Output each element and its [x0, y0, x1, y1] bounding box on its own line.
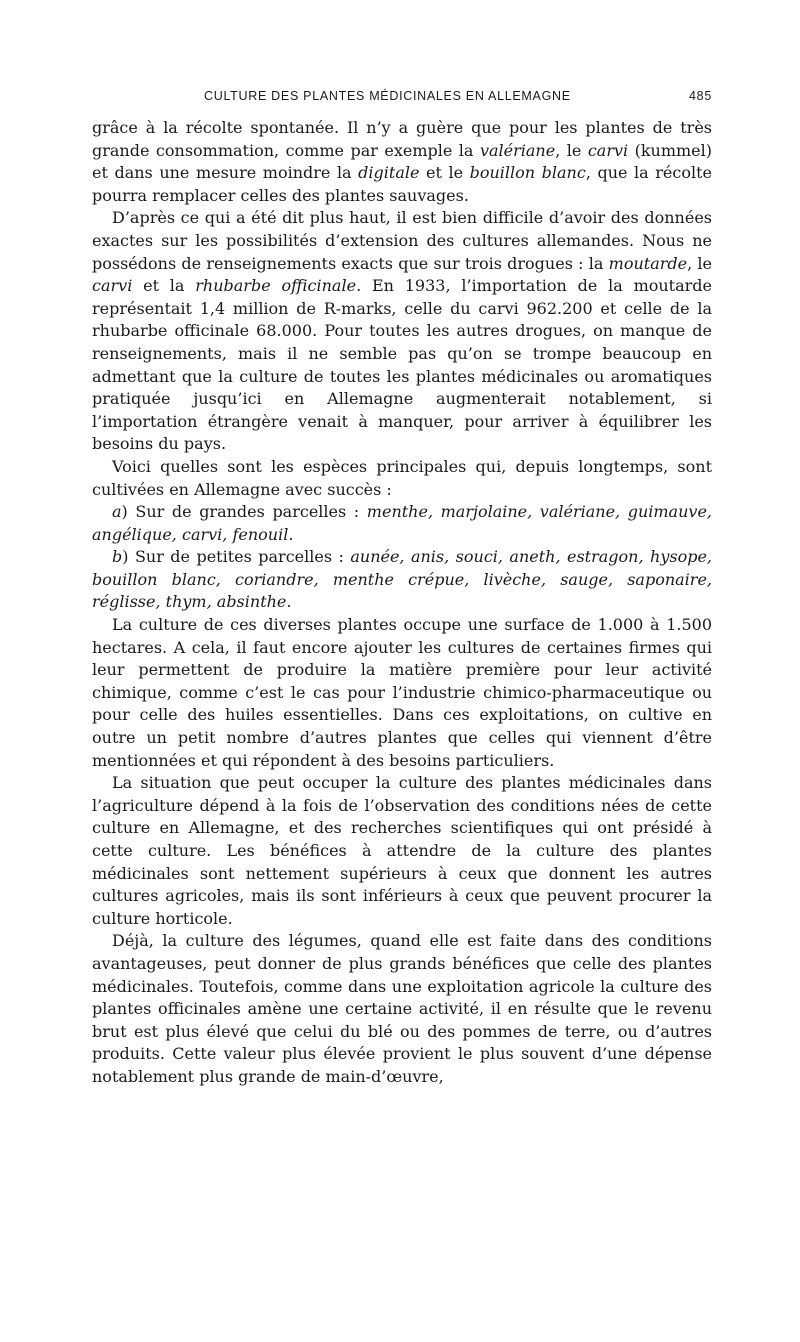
- running-head: [92, 86, 712, 106]
- italic-term: a: [112, 502, 122, 522]
- paragraph: [92, 207, 712, 456]
- italic-term: valériane: [479, 140, 556, 160]
- italic-term: carvi: [92, 276, 133, 296]
- text-run: ) Sur de grandes parcelles :: [121, 502, 367, 522]
- paragraph: [92, 117, 712, 207]
- text-run: Voici quelles sont les espèces principales qui, depuis longtemps, sont cultivées en Allemagne avec succès :: [92, 456, 712, 499]
- italic-term: menthe, marjolaine, valériane, guimauve, angélique, carvi, fenouil.: [92, 502, 712, 544]
- list-item: [92, 501, 712, 546]
- running-title: CULTURE DES PLANTES MÉDICINALES EN ALLEMAGNE: [204, 89, 571, 103]
- text-run: ) Sur de petites parcelles :: [122, 547, 351, 567]
- paragraph: [92, 614, 712, 772]
- italic-term: carvi: [587, 140, 629, 160]
- paragraph: [92, 456, 712, 501]
- text-run: . En 1933, l’importation de la moutarde représentait 1,4 million de R-marks, celle du carvi 962.200 et celle de la rhubarbe officinale 68.000. Pour toutes les autres drogues, on manque de renseignements, mais il ne semble pas qu’on se trompe beaucoup en admettant que la culture de toutes les plantes médicinales ou aromatiques pratiquée jusqu’ici en Allemagne augmenterait notablement, si l’importation étrangère venait à manquer, pour arriver à équilibrer les besoins du pays.: [92, 276, 713, 454]
- italic-term: rhubarbe officinale: [195, 276, 357, 296]
- text-run: grâce à la récolte spontanée. Il n’y a guère que pour les plantes de très grande consommation, comme par exemple la: [92, 118, 712, 160]
- text-run: , le: [555, 140, 588, 160]
- text-run: La situation que peut occuper la culture des plantes médicinales dans l’agriculture dépend à la fois de l’observation des conditions nées de cette culture en Allemagne, et des recherches scientifiques qui ont présidé à cette culture. Les bénéfices à attendre de la culture des plantes médicinales sont nettement supérieurs à ceux que donnent les autres cultures agricoles, mais ils sont inférieurs à ceux que peuvent procurer la culture horticole.: [92, 773, 712, 928]
- italic-term: moutarde: [608, 253, 688, 273]
- paragraph: [92, 772, 712, 930]
- text-run: et la: [132, 276, 196, 296]
- text-run: , que la récolte pourra remplacer celles des plantes sauvages.: [92, 163, 712, 205]
- italic-term: digitale: [358, 163, 420, 183]
- list-item: [92, 546, 712, 614]
- text-run: La culture de ces diverses plantes occupe une surface de 1.000 à 1.500 hectares. A cela, il faut encore ajouter les cultures de certaines firmes qui leur permettent de produire la matière première pour leur activité chimique, comme c’est le cas pour l’industrie chimico-pharmaceutique ou pour celle des huiles essentielles. Dans ces exploitations, on cultive en outre un petit nombre d’autres plantes que celles qui viennent d’être mentionnées et qui répondent à des besoins particuliers.: [92, 615, 712, 770]
- text-run: , le: [687, 253, 712, 273]
- italic-term: b: [112, 547, 123, 567]
- text-run: (kummel) et dans une mesure moindre la: [92, 140, 713, 183]
- text-run: D’après ce qui a été dit plus haut, il est bien difficile d’avoir des données exactes sur les possibilités d’extension des cultures allemandes. Nous ne possédons de renseignements exacts que sur trois drogues : la: [92, 208, 712, 273]
- text-run: et le: [419, 163, 470, 183]
- paragraph: [92, 930, 712, 1088]
- body-text: [92, 117, 712, 1089]
- italic-term: bouillon blanc: [469, 163, 586, 183]
- page-number: 485: [689, 89, 712, 103]
- italic-term: aunée, anis, souci, aneth, estragon, hysope, bouillon blanc, coriandre, menthe crépue, livèche, sauge, saponaire, réglisse, thym, absinthe.: [92, 547, 712, 612]
- text-run: Déjà, la culture des légumes, quand elle est faite dans des conditions avantageuses, peut donner de plus grands bénéfices que celle des plantes médicinales. Toutefois, comme dans une exploitation agricole la culture des plantes officinales amène une certaine activité, il en résulte que le revenu brut est plus élevé que celui du blé ou des pommes de terre, ou d’autres produits. Cette valeur plus élevée provient le plus souvent d’une dépense notablement plus grande de main-d’œuvre,: [92, 931, 712, 1086]
